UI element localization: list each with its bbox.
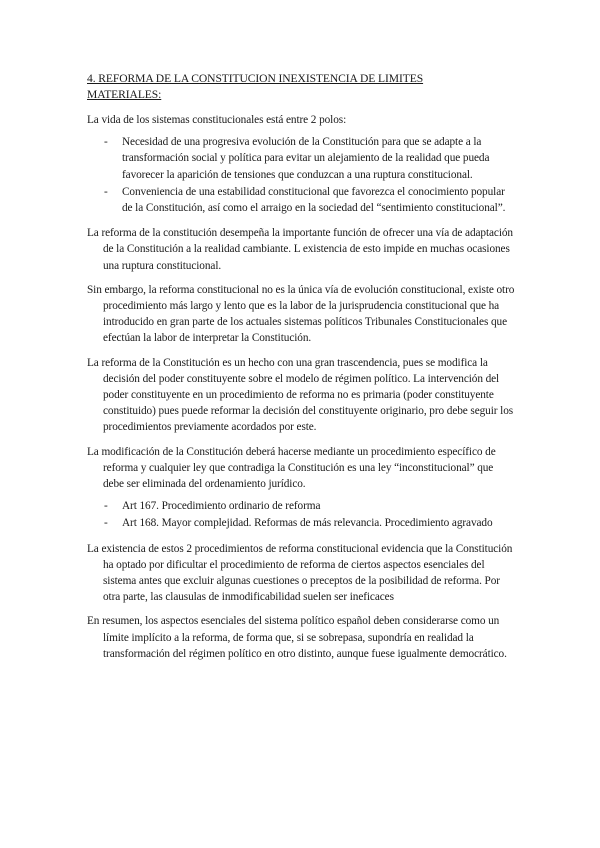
body-paragraph: En resumen, los aspectos esenciales del sistema político español deben considerarse como un límite implícito a la reforma, de forma que, si se sobrepasa, supondría en realidad la transformación del régimen político en otro distinto, aunque fuese igualmente democrático.: [87, 615, 507, 660]
body-paragraph: La modificación de la Constitución deberá hacerse mediante un procedimiento específico de reforma y cualquier ley que contradiga la Constitución es una ley “inconstitucional” que debe ser eliminada del ordenamiento jurídico.: [87, 445, 496, 491]
dash-bullet: -: [104, 136, 108, 149]
dash-bullet: -: [104, 185, 108, 198]
intro-paragraph: La vida de los sistemas constitucionales está entre 2 polos:: [87, 114, 347, 126]
body-paragraph: La reforma de la constitución desempeña la importante función de ofrecer una vía de adaptación de la Constitución a la realidad cambiante. L existencia de esto impide en muchas ocasiones una ruptura constitucional.: [87, 227, 513, 272]
poles-list: [87, 134, 515, 216]
list-item-text: Conveniencia de una estabilidad constitucional que favorezca el conocimiento popular de la Constitución, así como el arraigo en la sociedad del “sentimiento constitucional”.: [122, 185, 506, 215]
document-body: [87, 71, 515, 670]
section-heading: 4. REFORMA DE LA CONSTITUCION INEXISTENCIA DE LIMITES MATERIALES:: [87, 72, 424, 101]
list-item: [87, 498, 515, 514]
list-item: [87, 184, 515, 216]
body-paragraph: La existencia de estos 2 procedimientos de reforma constitucional evidencia que la Constitución ha optado por dificultar el procedimiento de reforma de ciertos aspectos esenciales del sistema antes que excluir algunas cuestiones o preceptos de la posibilidad de reforma. Por otra parte, las clausulas de inmodificabilidad suelen ser ineficaces: [87, 542, 513, 604]
dash-bullet: -: [104, 517, 108, 530]
list-item-text: Art 168. Mayor complejidad. Reformas de más relevancia. Procedimiento agravado: [122, 517, 493, 530]
list-item-text: Necesidad de una progresiva evolución de la Constitución para que se adapte a la transformación social y política para evitar un alejamiento de la realidad que pueda favorecer la aparición de tensiones que conduzcan a una ruptura constitucional.: [122, 136, 490, 181]
list-item: [87, 134, 515, 183]
body-paragraph: Sin embargo, la reforma constitucional no es la única vía de evolución constitucional, existe otro procedimiento más largo y lento que es la labor de la jurisprudencia constitucional que ha introducido en gran parte de los actuales sistemas políticos Tribunales Constitucionales que efectúan la labor de interpretar la Constitución.: [87, 283, 515, 345]
list-item-text: Art 167. Procedimiento ordinario de reforma: [122, 500, 321, 513]
dash-bullet: -: [104, 500, 108, 513]
articles-list: [87, 498, 515, 531]
body-paragraph: La reforma de la Constitución es un hecho con una gran trascendencia, pues se modifica la decisión del poder constituyente sobre el modelo de régimen político. La intervención del poder constituyente en un procedimiento de reforma no es primaria (poder constituyente constituido) pues puede reformar la decisión del constituyente originario, pro debe seguir los procedimientos previamente acordados por este.: [87, 356, 514, 434]
list-item: [87, 515, 515, 531]
